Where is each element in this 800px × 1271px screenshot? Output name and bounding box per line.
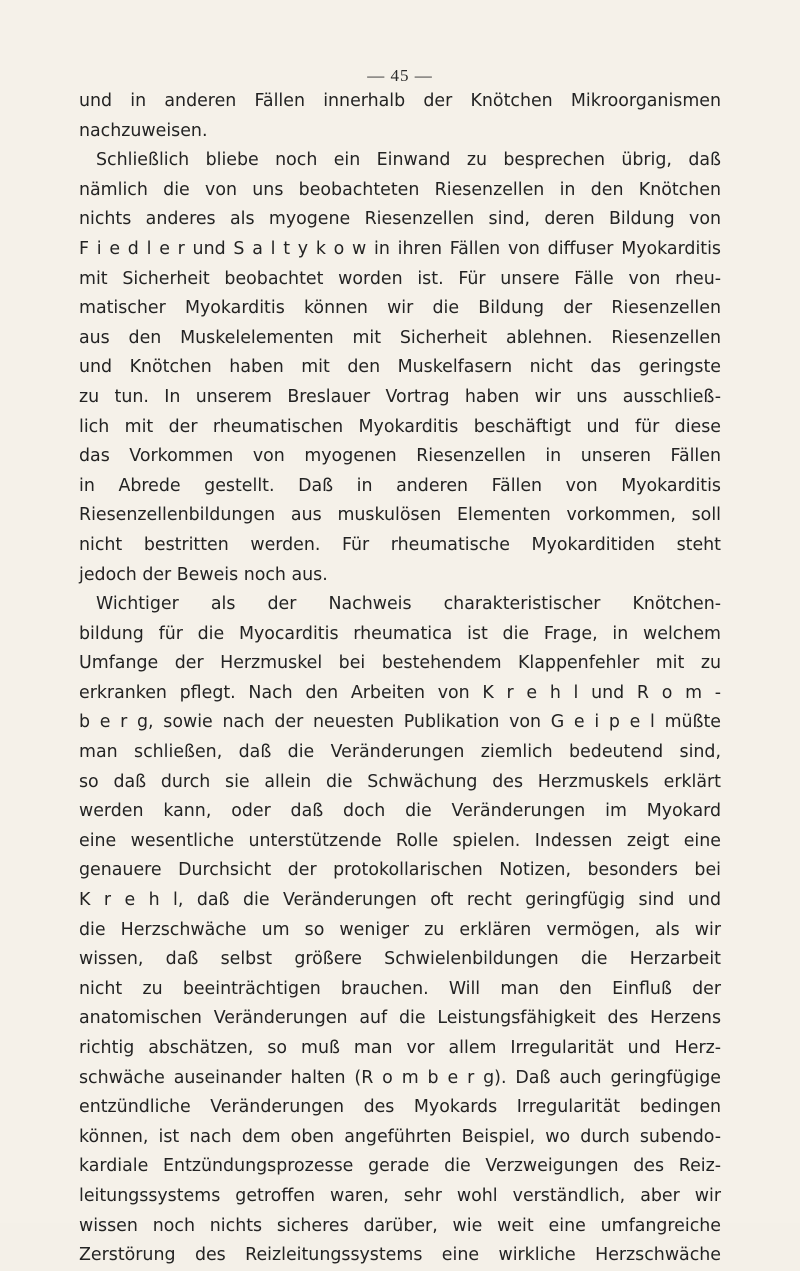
text-line: richtig abschätzen, so muß man vor allem Irregularität und Herz- xyxy=(79,1038,721,1058)
page-number: — 45 — xyxy=(367,66,433,85)
text-line: wissen, daß selbst größere Schwielenbildungen die Herzarbeit xyxy=(79,949,721,970)
text-line: matischer Myokarditis können wir die Bildung der Riesenzellen xyxy=(79,298,721,319)
text-line: genauere Durchsicht der protokollarischen Notizen, besonders bei xyxy=(79,860,721,881)
text-line: Zerstörung des Reizleitungssystems eine wirkliche Herzschwäche xyxy=(79,1245,721,1266)
text-line: mit Sicherheit beobachtet worden ist. Für unsere Fälle von rheu- xyxy=(79,268,721,289)
text-line: die Herzschwäche um so weniger zu erklären vermögen, als wir xyxy=(79,919,721,940)
text-line: lich mit der rheumatischen Myokarditis beschäftigt und für diese xyxy=(79,416,721,437)
text-line: Schließlich bliebe noch ein Einwand zu besprechen übrig, daß xyxy=(96,150,721,171)
text-line: aus den Muskelelementen mit Sicherheit ablehnen. Riesenzellen xyxy=(79,327,721,348)
text-line: in Abrede gestellt. Daß in anderen Fällen von Myokarditis xyxy=(79,475,721,496)
text-line: nicht zu beeinträchtigen brauchen. Will man den Einfluß der xyxy=(79,978,721,999)
text-line: so daß durch sie allein die Schwächung des Herzmuskels erklärt xyxy=(79,771,721,792)
text-line: Riesenzellenbildungen aus muskulösen Elementen vorkommen, soll xyxy=(79,505,721,526)
text-line: das Vorkommen von myogenen Riesenzellen in unseren Fällen xyxy=(79,446,721,467)
text-line: eine wesentliche unterstützende Rolle spielen. Indessen zeigt eine xyxy=(79,830,721,851)
text-line: und in anderen Fällen innerhalb der Knötchen Mikroorganismen xyxy=(79,91,721,111)
text-line: entzündliche Veränderungen des Myokards Irregularität bedingen xyxy=(79,1097,721,1118)
text-line: nachzuweisen. xyxy=(79,120,208,141)
text-line: bildung für die Myocarditis rheumatica ist die Frage, in welchem xyxy=(79,623,721,644)
text-line: können, ist nach dem oben angeführten Beispiel, wo durch subendo- xyxy=(79,1126,721,1147)
text-line: man schließen, daß die Veränderungen ziemlich bedeutend sind, xyxy=(79,742,721,763)
text-line: wissen noch nichts sicheres darüber, wie weit eine umfangreiche xyxy=(79,1215,721,1236)
text-line: Wichtiger als der Nachweis charakteristischer Knötchen- xyxy=(96,594,721,615)
text-line: werden kann, oder daß doch die Veränderungen im Myokard xyxy=(79,801,721,822)
text-line: anatomischen Veränderungen auf die Leistungsfähigkeit des Herzens xyxy=(79,1008,721,1029)
text-line: K r e h l, daß die Veränderungen oft recht geringfügig sind und xyxy=(79,890,721,911)
text-line: zu tun. In unserem Breslauer Vortrag haben wir uns ausschließ- xyxy=(79,386,721,407)
text-line: b e r g, sowie nach der neuesten Publikation von G e i p e l müßte xyxy=(79,712,721,733)
text-line: nicht bestritten werden. Für rheumatische Myokarditiden steht xyxy=(79,534,721,555)
text-line: nichts anderes als myogene Riesenzellen sind, deren Bildung von xyxy=(79,209,721,230)
text-line: Umfange der Herzmuskel bei bestehendem Klappenfehler mit zu xyxy=(79,653,721,674)
text-line: kardiale Entzündungsprozesse gerade die Verzweigungen des Reiz- xyxy=(79,1156,721,1177)
text-line: F i e d l e r und S a l t y k o w in ihren Fällen von diffuser Myokarditis xyxy=(79,238,721,259)
text-line: erkranken pflegt. Nach den Arbeiten von K r e h l und R o m - xyxy=(79,682,721,703)
text-line: und Knötchen haben mit den Muskelfasern nicht das geringste xyxy=(79,357,721,378)
text-line: schwäche auseinander halten (R o m b e r g). Daß auch geringfügige xyxy=(79,1067,721,1088)
text-line: leitungssystems getroffen waren, sehr wohl verständlich, aber wir xyxy=(79,1185,721,1206)
text-line: nämlich die von uns beobachteten Riesenzellen in den Knötchen xyxy=(79,179,721,200)
body-text xyxy=(79,87,721,1271)
text-line: jedoch der Beweis noch aus. xyxy=(79,564,328,585)
